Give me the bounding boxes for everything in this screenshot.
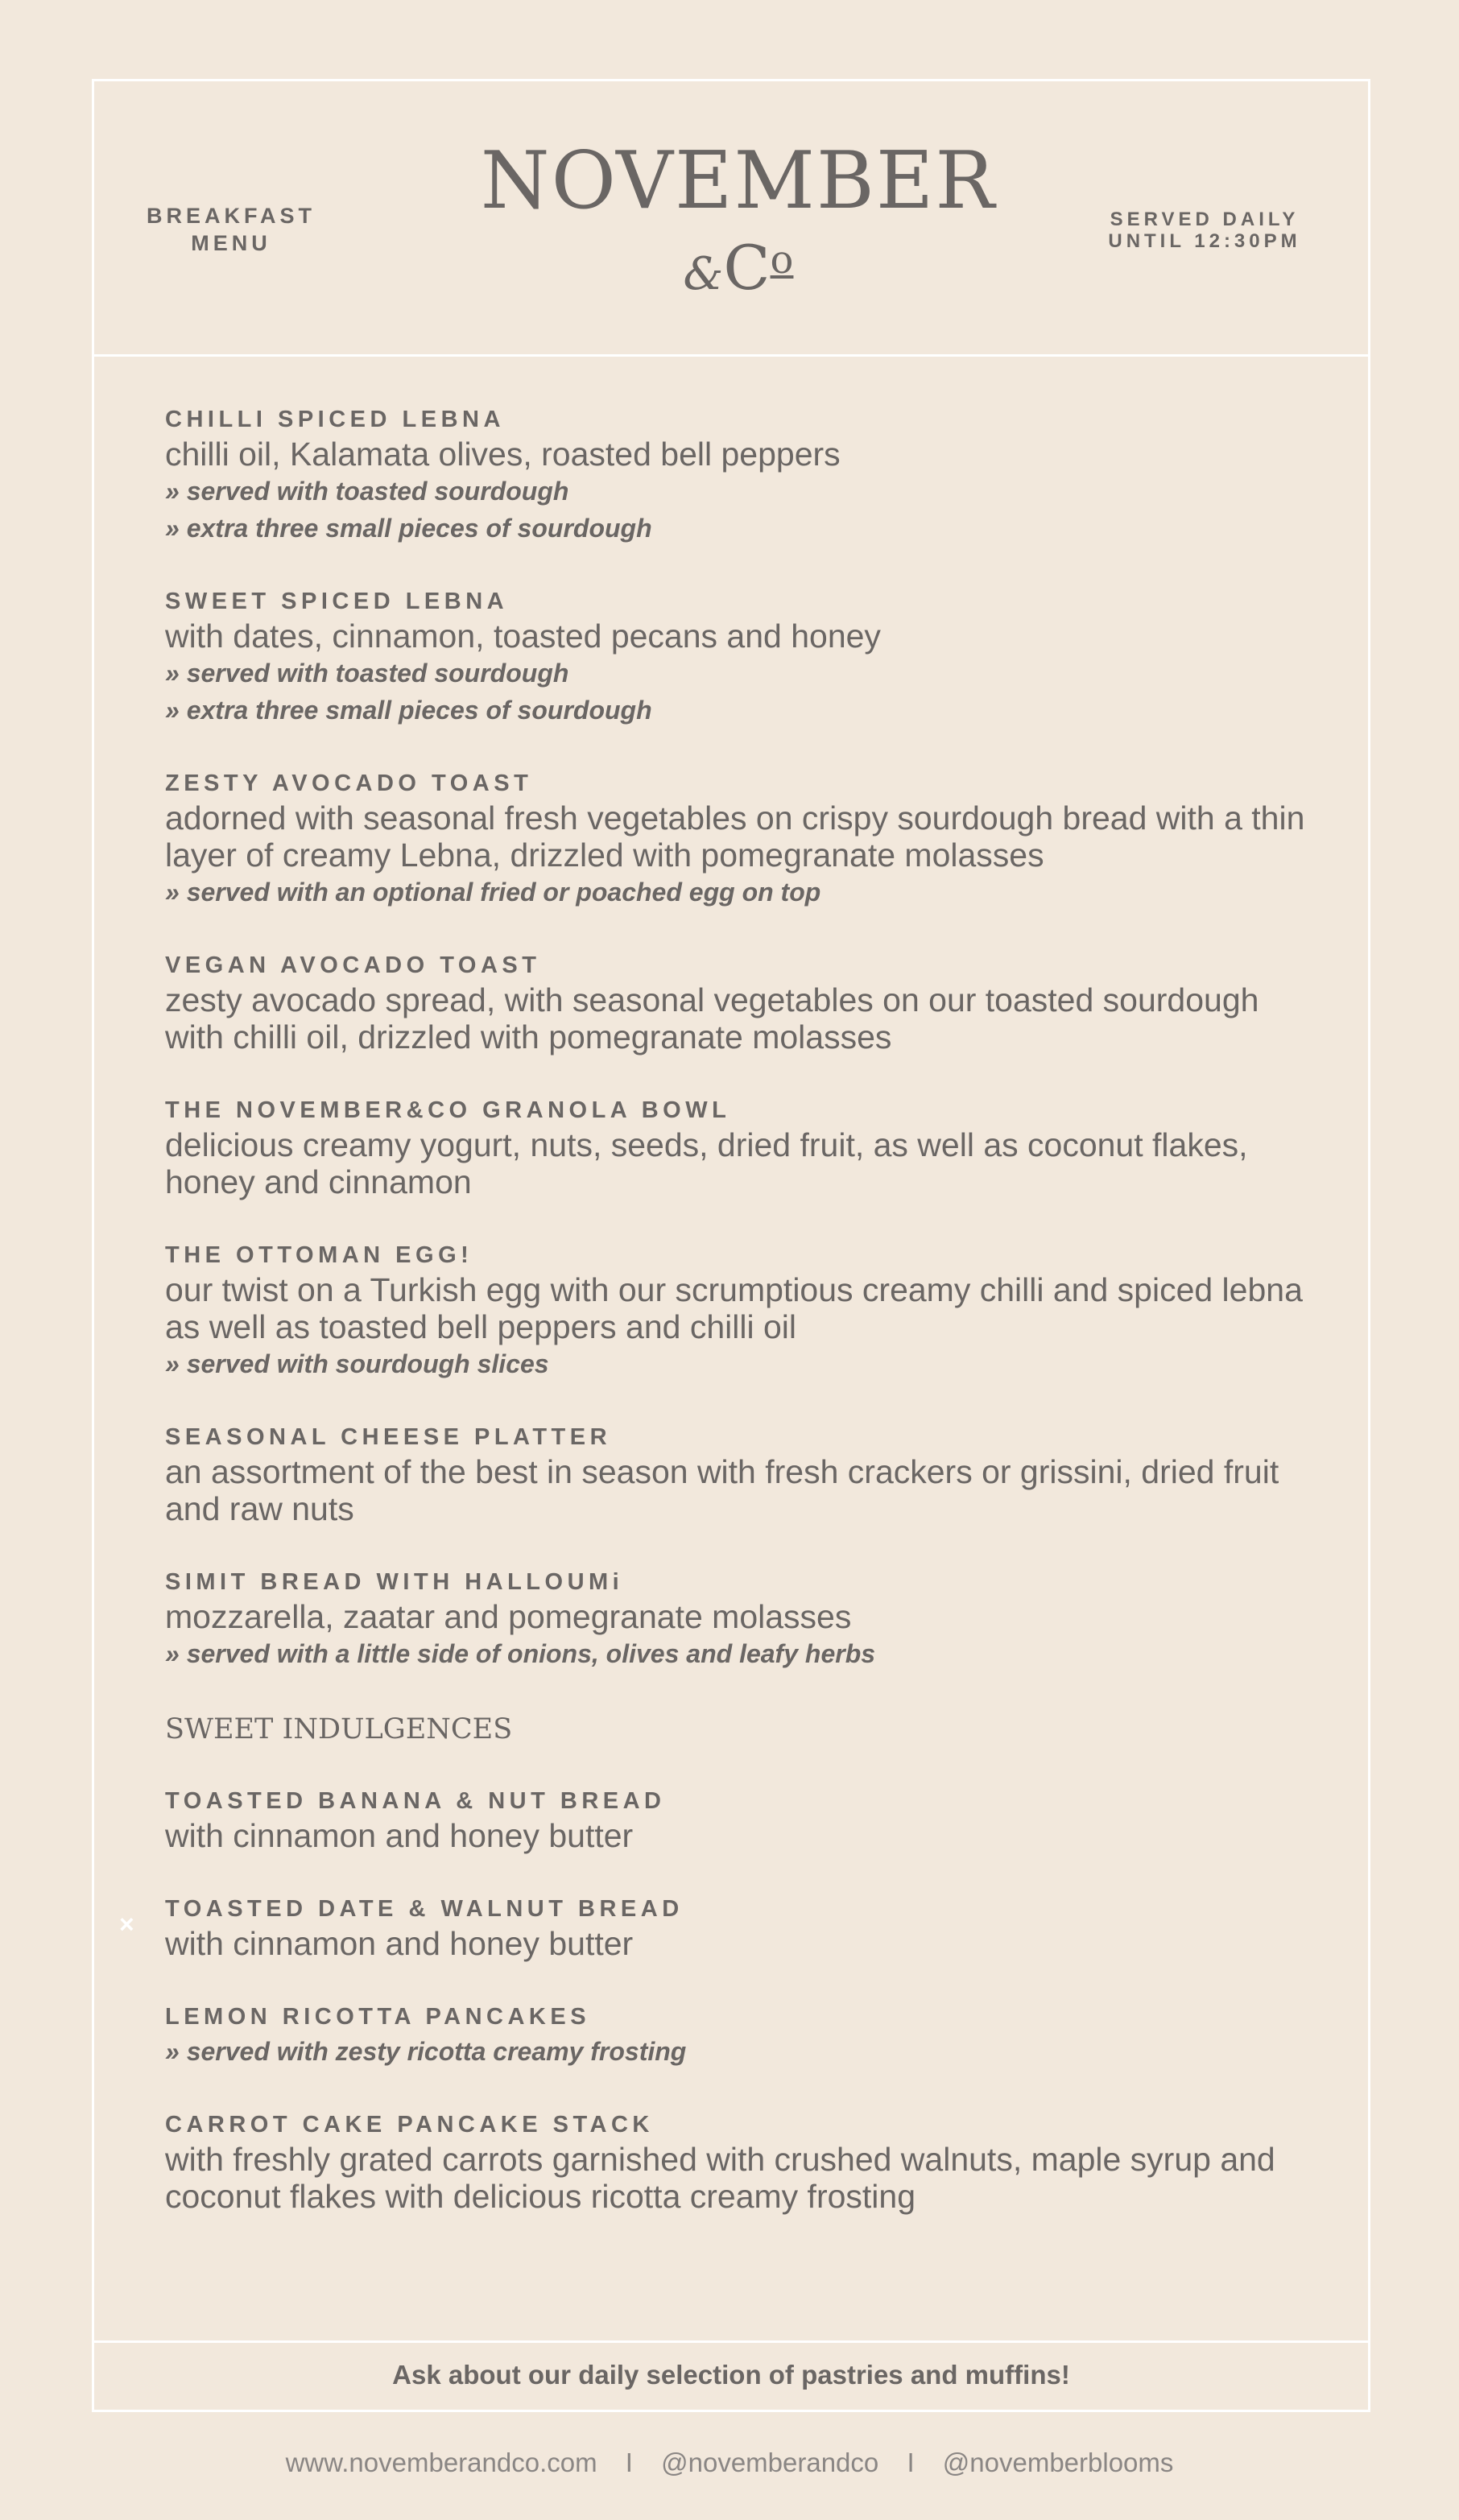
menu-item-description: an assortment of the best in season with fresh crackers or grissini, dried fruit and raw nuts bbox=[165, 1453, 1279, 1527]
menu-type-line2: MENU bbox=[191, 231, 271, 255]
menu-item-description: delicious creamy yogurt, nuts, seeds, dried fruit, as well as coconut flakes, honey and cinnamon bbox=[165, 1126, 1248, 1200]
brand-c: C bbox=[723, 232, 771, 304]
serving-hours-line1: SERVED DAILY bbox=[1110, 209, 1300, 230]
menu-item bbox=[165, 1785, 1308, 1854]
menu-content bbox=[165, 403, 1308, 2254]
brand-sub bbox=[416, 228, 1060, 307]
section-heading-sweet: SWEET INDULGENCES bbox=[165, 1713, 513, 1745]
menu-item-title: LEMON RICOTTA PANCAKES bbox=[165, 2004, 591, 2030]
menu-header bbox=[94, 81, 1368, 357]
menu-item-note: » extra three small pieces of sourdough bbox=[165, 696, 652, 725]
menu-item-note: » served with sourdough slices bbox=[165, 1349, 549, 1378]
website-link[interactable]: www.novemberandco.com bbox=[285, 2448, 597, 2477]
menu-item bbox=[165, 1421, 1308, 1527]
menu-item bbox=[165, 585, 1308, 729]
menu-item-title: SWEET SPICED LEBNA bbox=[165, 589, 509, 614]
brand-ampersand: & bbox=[683, 248, 724, 300]
menu-item-title: CHILLI SPICED LEBNA bbox=[165, 407, 505, 432]
menu-item-description: zesty avocado spread, with seasonal vegetables on our toasted sourdough with chilli oil, drizzled with pomegranate molasses bbox=[165, 981, 1259, 1056]
menu-item-title: TOASTED BANANA & NUT BREAD bbox=[165, 1788, 666, 1814]
menu-item bbox=[165, 1893, 1308, 1962]
brand-o: o bbox=[770, 238, 794, 283]
menu-item bbox=[165, 2001, 1308, 2070]
menu-item-note: » extra three small pieces of sourdough bbox=[165, 514, 652, 543]
menu-item-description: with cinnamon and honey butter bbox=[165, 1817, 634, 1854]
menu-item bbox=[165, 1239, 1308, 1382]
menu-item-description: adorned with seasonal fresh vegetables on crispy sourdough bread with a thin layer of creamy Lebna, drizzled with pomegranate molasses bbox=[165, 799, 1305, 874]
menu-item bbox=[165, 2109, 1308, 2215]
menu-item bbox=[165, 1566, 1308, 1672]
menu-item bbox=[165, 1094, 1308, 1200]
brand-logo bbox=[416, 135, 1060, 307]
menu-item-title: THE NOVEMBER&CO GRANOLA BOWL bbox=[165, 1097, 731, 1123]
menu-item-description: our twist on a Turkish egg with our scrumptious creamy chilli and spiced lebna as well as toasted bell peppers and chilli oil bbox=[165, 1271, 1303, 1345]
menu-item-description: with cinnamon and honey butter bbox=[165, 1925, 634, 1962]
menu-item-note: » served with toasted sourdough bbox=[165, 659, 569, 688]
serving-hours bbox=[1088, 209, 1321, 252]
menu-item-title: SEASONAL CHEESE PLATTER bbox=[165, 1424, 612, 1450]
menu-item-title: VEGAN AVOCADO TOAST bbox=[165, 952, 541, 978]
menu-item-description: with dates, cinnamon, toasted pecans and honey bbox=[165, 618, 881, 655]
menu-item-title: THE OTTOMAN EGG! bbox=[165, 1242, 473, 1268]
instagram-link-1[interactable]: @novemberandco bbox=[661, 2448, 879, 2477]
menu-frame bbox=[92, 79, 1370, 2412]
menu-item-note: » served with toasted sourdough bbox=[165, 477, 569, 506]
menu-item-description: chilli oil, Kalamata olives, roasted bell peppers bbox=[165, 436, 841, 473]
separator: I bbox=[907, 2448, 915, 2477]
menu-item-title: ZESTY AVOCADO TOAST bbox=[165, 770, 533, 796]
footer-links bbox=[0, 2448, 1459, 2478]
menu-item-title: TOASTED DATE & WALNUT BREAD bbox=[165, 1896, 684, 1922]
brand-name: NOVEMBER bbox=[480, 135, 997, 227]
menu-item-note: » served with zesty ricotta creamy frosting bbox=[165, 2037, 687, 2066]
menu-item-note: » served with an optional fried or poached egg on top bbox=[165, 878, 821, 907]
menu-item-title: SIMIT BREAD WITH HALLOUMi bbox=[165, 1569, 624, 1595]
close-icon: × bbox=[119, 1910, 134, 1939]
menu-item-description: mozzarella, zaatar and pomegranate molasses bbox=[165, 1598, 852, 1635]
menu-item-note: » served with a little side of onions, olives and leafy herbs bbox=[165, 1639, 876, 1668]
menu-item bbox=[165, 403, 1308, 547]
menu-item bbox=[165, 767, 1308, 911]
breakfast-items bbox=[165, 403, 1308, 1672]
menu-item-description: with freshly grated carrots garnished with crushed walnuts, maple syrup and coconut flakes with delicious ricotta creamy frosting bbox=[165, 2141, 1275, 2215]
menu-item-title: CARROT CAKE PANCAKE STACK bbox=[165, 2112, 654, 2138]
sweet-items bbox=[165, 1785, 1308, 2215]
pastries-banner: Ask about our daily selection of pastries and muffins! bbox=[94, 2340, 1368, 2410]
menu-type-line1: BREAKFAST bbox=[146, 204, 316, 228]
serving-hours-line2: UNTIL 12:30PM bbox=[1108, 230, 1301, 252]
separator: I bbox=[625, 2448, 633, 2477]
menu-item bbox=[165, 949, 1308, 1056]
instagram-link-2[interactable]: @novemberblooms bbox=[942, 2448, 1174, 2477]
menu-type-label bbox=[143, 202, 320, 257]
